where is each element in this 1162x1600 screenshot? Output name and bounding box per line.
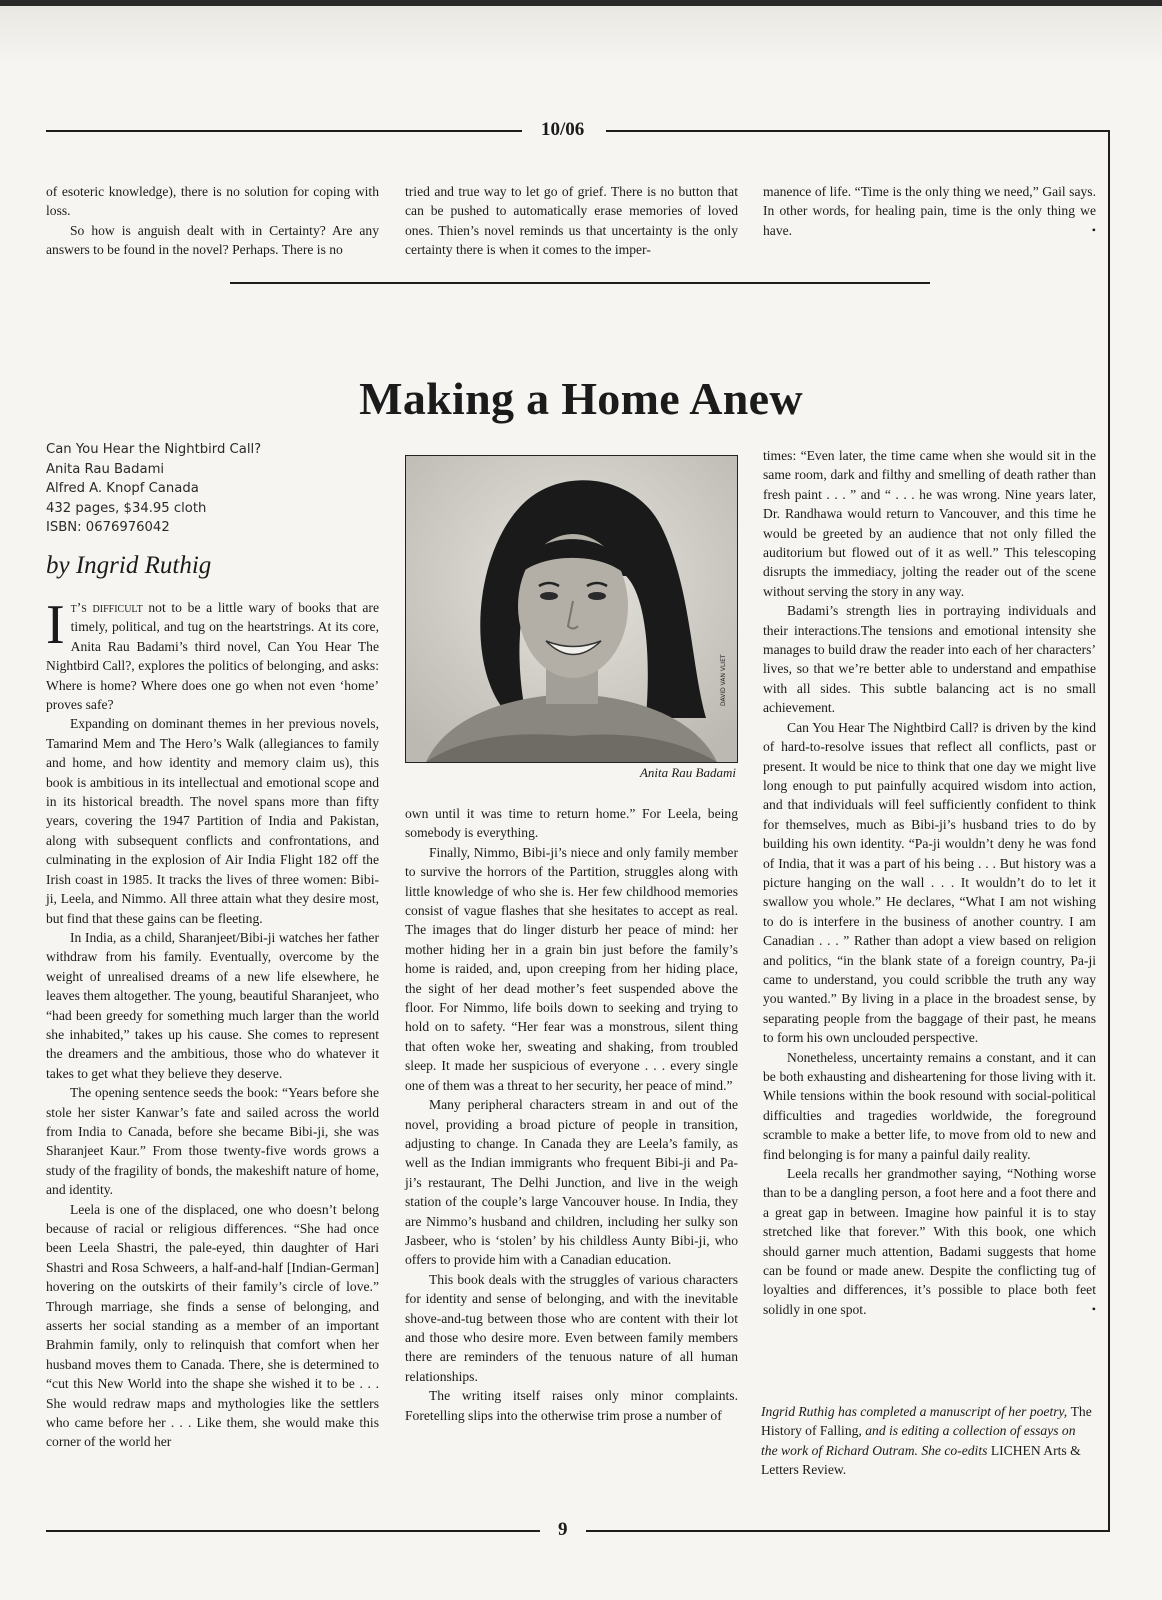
footer-rule-left xyxy=(46,1530,540,1532)
article-col2-para-2: Finally, Nimmo, Bibi-ji’s niece and only family member to survive the horrors of the Partition, struggles along with little knowledge of who she is. Her few childhood memories consist of vague flashes that she hesitates to accept as real. The images that do linger disturb her peace of mind: her mother hiding her in a grain bin just before the family’s home is raided, and, upon creeping from her hiding place, the sight of her dead mother’s feet suspended above the floor. For Nimmo, life boils down to seeking and trying to hold on to safety. “Her fear was a monstrous, silent thing that often woke her, sweating and shaking, from troubled sleep. It made her suspicious of everyone . . . every single one of them was a threat to her security, her peace of mind.” xyxy=(405,844,738,1093)
dropcap-smallcaps: t’s difficult xyxy=(70,600,143,615)
col3-para-5-text: Leela recalls her grandmother saying, “Nothing worse than to be a dangling person, a foot here and a foot there and a great gap in between. Imagine how painful it is to stay stretched like that forever.” With this book, one which should garner much attention, Badami suggests that home can be found or made anew. Despite the conflicting tug of loyalties and differences, it’s possible to place both feet solidly in one spot. xyxy=(763,1166,1096,1317)
prev-end-mark: • xyxy=(1091,222,1096,237)
article-col-3 xyxy=(763,446,1096,1319)
article-col1-para-1 xyxy=(46,594,379,714)
article-end-mark: • xyxy=(1091,1301,1096,1316)
author-portrait-image xyxy=(406,456,737,762)
article-col1-para-4: The opening sentence seeds the book: “Years before she stole her sister Kanwar’s fate and sailed across the world from India to Canada, before she became Bibi-ji, she was Sharanjeet Kaur.” From those twenty-five words grows a study of the fragility of bonds, the makeshift nature of home, and identity. xyxy=(46,1085,379,1198)
prev-col3-text: manence of life. “Time is the only thing we need,” Gail says. In other words, for healing pain, time is the only thing we have. xyxy=(763,184,1096,238)
footer-rule-right xyxy=(586,1530,1110,1532)
article-col2-para-1: own until it was time to return home.” For Leela, being somebody is everything. xyxy=(405,806,738,841)
article-col-2 xyxy=(405,804,738,1425)
prev-col1-para-2: So how is anguish dealt with in Certainty? Are any answers to be found in the novel? Perhaps. There is no xyxy=(46,222,379,258)
article-col2-para-3: Many peripheral characters stream in and out of the novel, providing a broad picture of people in transition, adjusting to change. In Canada they are Leela’s family, as well as the Indian immigrants who frequent Bibi-ji and Pa-ji’s restaurant, The Delhi Junction, and live in the weigh station of the couple’s large Vancouver house. In India, they are Nimmo’s husband and children, including her sulky son Jasbeer, who is ‘stolen’ by his childless Aunty Bibi-ji, who offers to provide him with a Canadian education. xyxy=(405,1097,738,1268)
article-col1-para-2: Expanding on dominant themes in her previous novels, Tamarind Mem and The Hero’s Walk (allegiances to family and home, and how identity and memory claim us), this book is ambitious in its intellectual and emotional scope and in its historical breadth. The novel spans more than fifty years, covering the 1947 Partition of India and Pakistan, along with subsequent conflicts and confrontations, and culminating in the explosion of Air India Flight 182 off the Irish coast in 1985. It tracks the lives of three women: Bibi-ji, Leela, and Nimmo. All three attain what they desire most, but find that these gains can be fleeting. xyxy=(46,716,379,926)
article-col3-para-1: times: “Even later, the time came when she would sit in the same room, dark and filthy and smelling of death rather than fresh paint . . . ” and “ . . . he was wrong. Nine years later, Dr. Randhawa would return to Vancouver, and this time he would be greeted by an audience that not only filled the auditorium but flowed out of it as well.” This telescoping disrupts the immediacy, jolting the reader out of the scene without serving the story in any way. xyxy=(763,448,1096,599)
article-col1-para-3: In India, as a child, Sharanjeet/Bibi-ji watches her father withdraw from his family. Eventually, overcome by the weight of unrealised dreams of a new life elsewhere, he leaves them altogether. The young, beautiful Sharanjeet, who “had been greedy for something much larger than the world she inhabited,” takes up his cause. She comes to represent the dreamers and the ambitious, those who do whatever it takes to get what they believe they deserve. xyxy=(46,929,379,1081)
right-border-rule xyxy=(1108,130,1110,1532)
article-col3-para-3: Can You Hear The Nightbird Call? is driven by the kind of hard-to-resolve issues that reflect all conflicts, past or present. It would be nice to think that one day we might live long enough to put painfully acquired wisdom into action, and that individuals will feel sufficiently confident to think for themselves, much as Bibi-ji’s husband tries to do by building his own identity. “Pa-ji wouldn’t deny he was fond of India, that it was a part of his being . . . But history was a picture hanging on the wall . . . It wouldn’t do to let it swallow you whole.” He declares, “What I am not wishing to do is interfere in the business of another country. I am Canadian . . . ” Rather than adopt a view based on religion and politics, “in the blank state of a foreign country, Pa-ji came to understand, you could scribble the truth any way you wanted.” By living in a place in the broadest sense, by separating people from the baggage of their past, he means to form his own unclouded perspective. xyxy=(763,719,1096,1046)
article-col2-para-4: This book deals with the struggles of various characters for identity and sense of belonging, and with the inevitable shove-and-tug between those who are content with their lot and those who desire more. Even between family members there are reminders of the tenuous nature of all human relationships. xyxy=(405,1271,738,1384)
dropcap-letter: I xyxy=(46,594,65,656)
bio-part-2: The History of Falling xyxy=(761,1404,1092,1439)
prev-article-col-1 xyxy=(46,182,379,260)
prev-article-col-3 xyxy=(763,182,1096,240)
prev-article-col-2 xyxy=(405,182,738,260)
author-photo xyxy=(405,455,738,763)
book-pages-price: 432 pages, $34.95 cloth xyxy=(46,500,207,516)
book-author: Anita Rau Badami xyxy=(46,461,165,477)
book-info xyxy=(46,440,346,538)
book-publisher: Alfred A. Knopf Canada xyxy=(46,481,199,496)
prev-col2-para: tried and true way to let go of grief. There is no button that can be pushed to automatically erase memories of loved ones. Thien’s novel reminds us that uncertainty is the only certainty there is when it comes to the imper- xyxy=(405,184,738,258)
book-title: Can You Hear the Nightbird Call? xyxy=(46,442,262,457)
article-col2-para-5: The writing itself raises only minor complaints. Foretelling slips into the otherwise trim prose a number of xyxy=(405,1388,738,1423)
bio-part-1: Ingrid Ruthig has completed a manuscript of her poetry, xyxy=(761,1404,1071,1419)
page-top-shadow xyxy=(0,6,1162,66)
article-col3-para-2: Badami’s strength lies in portraying individuals and their interactions.The tensions and emotional intensity she manages to build draw the reader into each of her characters’ lives, so that we’re better able to understand and empathise with all sides. This subtle balancing act is no small achievement. xyxy=(763,603,1096,716)
page-number: 9 xyxy=(554,1519,572,1541)
author-bio xyxy=(761,1402,1094,1480)
photo-credit: DAVID VAN VLIET xyxy=(720,654,727,706)
article-col-1 xyxy=(46,594,379,1452)
col1-para-1-text: not to be a little wary of books that are timely, political, and tug on the heartstrings. At its core, Anita Rau Badami’s third novel, Can You Hear The Nightbird Call?, explores the politics of belonging, and asks: Where is home? Where does one go when not even ‘home’ proves safe? xyxy=(46,600,379,713)
article-col1-para-5: Leela is one of the displaced, one who doesn’t belong because of racial or religious differences. “She had once been Leela Shastri, the pale-eyed, thin daughter of Hari Shastri and Rosa Schweers, a half-and-half [Indian-German] hovering on the outskirts of their family’s circle of love.” Through marriage, she finds a sense of belonging, and asserts her social standing as a member of an important Brahmin family, only to relinquish that comfort when her husband moves them to Canada. There, she is determined to “cut this New World into the shape she wished it to be . . . She would redraw maps and mythologies like the settlers who came before her . . . Like them, she would make this corner of the world her xyxy=(46,1201,379,1450)
prev-col3-para xyxy=(763,182,1096,240)
prev-col1-para-1: of esoteric knowledge), there is no solution for coping with loss. xyxy=(46,184,379,219)
bio-part-4: LICHEN Arts & Letters Review. xyxy=(761,1442,1081,1478)
bio-part-3: , and is editing a collection of essays on the work of Richard Outram. She co-edits xyxy=(761,1423,1076,1458)
header-rule-right xyxy=(606,130,1110,132)
photo-caption: Anita Rau Badami xyxy=(639,765,736,780)
article-col3-para-4: Nonetheless, uncertainty remains a constant, and it can be both exhausting and disheartening for those living with it. While tensions within the book resound with social-political difficulties and tragedies worldwide, the foreground scramble to make a better life, to move from old to new and find belonging is for many a painful daily reality. xyxy=(763,1049,1096,1162)
header-rule-left xyxy=(46,130,522,132)
article-title: Making a Home Anew xyxy=(359,373,803,424)
issue-number: 10/06 xyxy=(537,119,588,141)
byline: by Ingrid Ruthig xyxy=(46,552,212,579)
book-isbn: ISBN: 0676976042 xyxy=(46,520,170,535)
article-separator-rule xyxy=(230,282,930,284)
article-col3-para-5 xyxy=(763,1164,1096,1319)
